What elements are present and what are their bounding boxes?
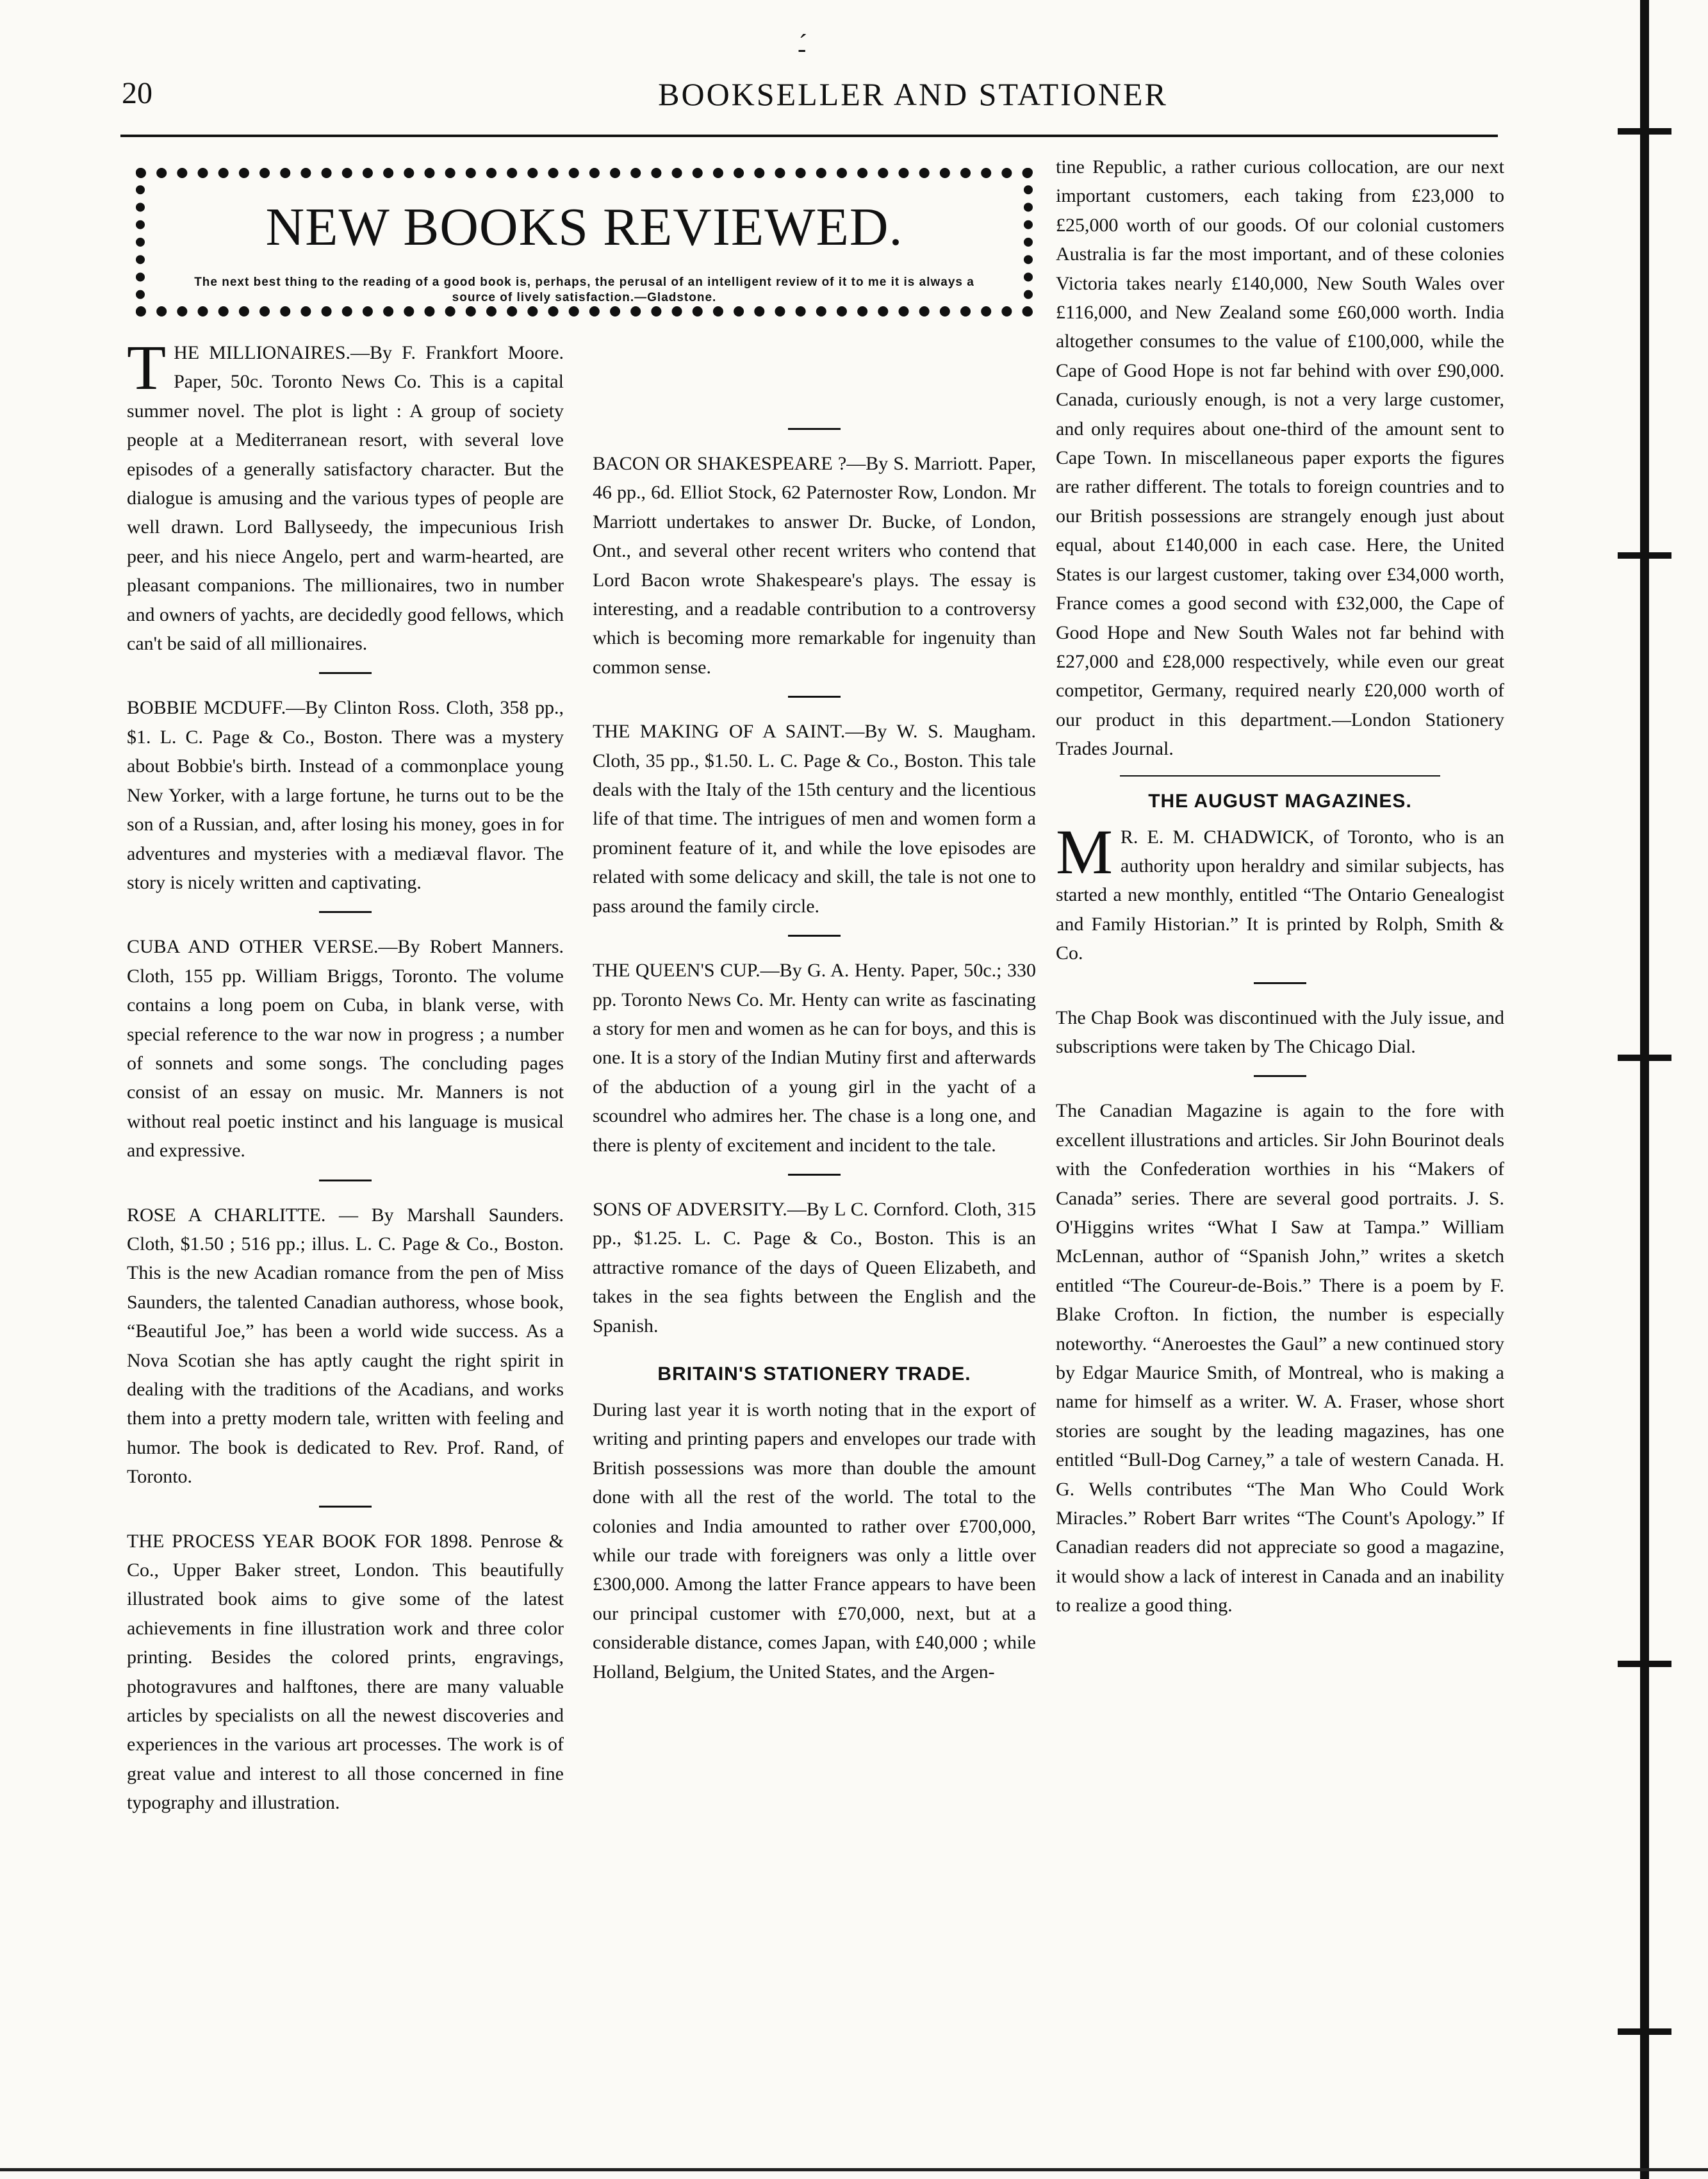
banner-title: NEW BOOKS REVIEWED.	[265, 197, 903, 257]
magazine-chap-book: The Chap Book was discontinued with the July issue, and subscriptions were taken by The Chicago Dial.	[1056, 1007, 1504, 1057]
separator-rule	[319, 1506, 372, 1508]
review-sons-of-adversity: SONS OF ADVERSITY.—By L C. Cornford. Cloth, 315 pp., $1.25. L. C. Page & Co., Boston. This is an attractive romance of the days of Queen Elizabeth, and takes in the sea fights between the English and the Spanish.	[593, 1198, 1036, 1336]
binding-tick	[1618, 128, 1671, 135]
page-number: 20	[122, 76, 152, 110]
review-queens-cup: THE QUEEN'S CUP.—By G. A. Henty. Paper, 50c.; 330 pp. Toronto News Co. Mr. Henty can write as fascinating a story for men and women as he can for boys, and this is one. It is a story of the Indian Mutiny first and afterwards of the abduction of a young girl in the yacht of a scoundrel who admires her. The chase is a long one, and there is plenty of excitement and incident to the tale.	[593, 960, 1036, 1156]
binding-tick	[1618, 2028, 1671, 2035]
column-middle	[593, 351, 1036, 1686]
review-cuba: CUBA AND OTHER VERSE.—By Robert Manners. Cloth, 155 pp. William Briggs, Toronto. The volume contains a long poem on Cuba, in blank verse, with special reference to the war now in progress ; a number of sonnets and some songs. The concluding pages consist of an essay on music. Mr. Manners is not without real poetic instinct and his language is musical and expressive.	[127, 936, 564, 1162]
separator-rule	[788, 696, 841, 698]
magazine-chadwick	[1056, 816, 1504, 968]
review-making-of-a-saint: THE MAKING OF A SAINT.—By W. S. Maugham. Cloth, 35 pp., $1.50. L. C. Page & Co., Boston. This tale deals with the Italy of the 15th century and the licentious life of that time. The intrigues of men and women form a prominent feature of it, and while the love episodes are related with some delicacy and skill, the tale is not one to pass around the family circle.	[593, 721, 1036, 917]
column-left	[127, 332, 564, 1818]
separator-rule	[788, 1174, 841, 1176]
article-stationery-part1: During last year it is worth noting that in the export of writing and printing papers and envelopes our trade with British possessions was more than double the amount done with all the rest of the world. The total to the colonies and India amounted to rather over £700,000, while our trade with foreigners was only a little over £300,000. Among the latter France appears to have been our principal customer with £70,000, next, but at a considerable distance, comes Japan, with £40,000 ; while Holland, Belgium, the United States, and the Argen-	[593, 1399, 1036, 1682]
review-millionaires	[127, 332, 564, 658]
header-rule	[120, 135, 1498, 137]
separator-rule	[319, 911, 372, 913]
separator-rule	[1120, 775, 1440, 777]
review-rose-a-charlitte: ROSE A CHARLITTE. — By Marshall Saunders. Cloth, $1.50 ; 516 pp.; illus. L. C. Page & Co., Boston. This is the new Acadian romance from the pen of Miss Saunders, the talented Canadian authoress, whose book, “Beautiful Joe,” has been a world wide success. As a Nova Scotian she has aptly caught the right spirit in dealing with the traditions of the Acadians, and works them into a pretty modern tale, written with feeling and humor. The book is dedicated to Rev. Prof. Rand, of Toronto.	[127, 1204, 564, 1488]
review-bacon-or-shakespeare: BACON OR SHAKESPEARE ?—By S. Marriott. Paper, 46 pp., 6d. Elliot Stock, 62 Paternoster Row, London. Mr Marriott undertakes to answer Dr. Bucke, of London, Ont., and several other recent writers who contend that Lord Bacon wrote Shakespeare's plays. The essay is interesting, and a readable contribution to a controversy which is becoming more remarkable for ingenuity than common sense.	[593, 453, 1036, 678]
heading-august-magazines: THE AUGUST MAGAZINES.	[1148, 790, 1412, 812]
binding-tick	[1618, 552, 1671, 559]
review-bobbie-mcduff: BOBBIE MCDUFF.—By Clinton Ross. Cloth, 358 pp., $1. L. C. Page & Co., Boston. There was a mystery about Bobbie's birth. Instead of a commonplace young New Yorker, with a large fortune, he turns out to be the son of a Russian, and, after losing his money, goes in for adventures and mysteries with a mediæval flavor. The story is nicely written and captivating.	[127, 697, 564, 893]
magazine-text: R. E. M. CHADWICK, of Toronto, who is an authority upon heraldry and similar subjects, has started a new monthly, entitled “The Ontario Genealogist and Family Historian.” It is printed by Rolph, Smith & Co.	[1056, 826, 1504, 964]
binding-margin-bar	[1640, 0, 1649, 2179]
article-stationery-part2: tine Republic, a rather curious collocation, are our next important customers, each taking from £23,000 to £25,000 worth of our goods. Of our colonial customers Australia is far the most important, and of these colonies Victoria takes nearly £140,000, New South Wales over £116,000, and New Zealand some £60,000 worth. India altogether consumes to the value of £100,000, while the Cape of Good Hope is not far behind with over £90,000. Canada, curiously enough, is not a very large customer, and only requires about one-third of the amount sent to Cape Town. In miscellaneous paper exports the figures are rather different. The totals to foreign countries and to our British possessions are strangely enough just about equal, about £140,000 in each case. Here, the United States is our largest customer, taking over £34,000 worth, France comes a good second with £32,000, the Cape of Good Hope and New South Wales not far behind with £27,000 and £28,000 respectively, while even our great competitor, Germany, required nearly £20,000 worth of our product in this department.—London Stationery Trades Journal.	[1056, 156, 1504, 760]
binding-tick	[1618, 1055, 1671, 1061]
banner-quote: The next best thing to the reading of a good book is, perhaps, the perusal of an intelligent review of it to me it is always a source of lively satisfaction.—Gladstone.	[194, 275, 974, 304]
separator-rule	[319, 1180, 372, 1181]
separator-rule	[1254, 982, 1306, 984]
separator-rule	[788, 935, 841, 937]
separator-rule	[1254, 1075, 1306, 1077]
separator-rule	[788, 428, 841, 430]
running-head: BOOKSELLER AND STATIONER	[658, 76, 1168, 112]
drop-cap: M	[1056, 816, 1113, 887]
magazine-canadian-magazine: The Canadian Magazine is again to the fore with excellent illustrations and articles. Sir John Bourinot deals with the Confederation worthies in his “Makers of Canada” series. There are several good portraits. J. S. O'Higgins writes “What I Saw at Tampa.” William McLennan, author of “Spanish John,” writes a sketch entitled “The Coureur-de-Bois.” There is a poem by F. Blake Crofton. In fiction, the number is especially noteworthy. “Aneroestes the Gaul” a new continued story by Edgar Maurice Smith, of Montreal, who is making a name for himself as a writer. W. A. Fraser, whose short stories are sought by the leading magazines, has one entitled “Bull-Dog Carney,” a tale of western Canada. H. G. Wells contributes “The Man Who Could Work Miracles.” Robert Barr writes “The Count's Apology.” If Canadian readers did not appreciate so good a magazine, it would show a lack of interest in Canada and an inability to realize a good thing.	[1056, 1100, 1504, 1616]
section-banner	[136, 168, 1033, 317]
review-process-year-book: THE PROCESS YEAR BOOK FOR 1898. Penrose & Co., Upper Baker street, London. This beautifully illustrated book aims to give some of the latest achievements in fine illustration work and three color printing. Besides the colored prints, engravings, photogravures and halftones, there are many valuable articles by specialists on all the newest discoveries and experiences in the various art processes. The work is of great value and interest to all those concerned in fine typography and illustration.	[127, 1530, 564, 1814]
column-right	[1056, 152, 1504, 1620]
binding-tick	[1618, 1661, 1671, 1667]
stray-ink-mark: -́	[798, 34, 807, 63]
heading-stationery-trade: BRITAIN'S STATIONERY TRADE.	[657, 1363, 971, 1385]
review-text: HE MILLIONAIRES.—By F. Frankfort Moore. Paper, 50c. Toronto News Co. This is a capital summer novel. The plot is light : A group of society people at a Mediterranean resort, with several love episodes of a generally satisfactory character. But the dialogue is amusing and the various types of people are well drawn. Lord Ballyseedy, the impecunious Irish peer, and his niece Angelo, pert and warm-hearted, are pleasant companions. The millionaires, two in number and owners of yachts, are decidedly good fellows, which can't be said of all millionaires.	[127, 342, 564, 655]
bottom-edge-rule	[0, 2168, 1708, 2171]
drop-cap: T	[127, 332, 167, 403]
separator-rule	[319, 672, 372, 674]
